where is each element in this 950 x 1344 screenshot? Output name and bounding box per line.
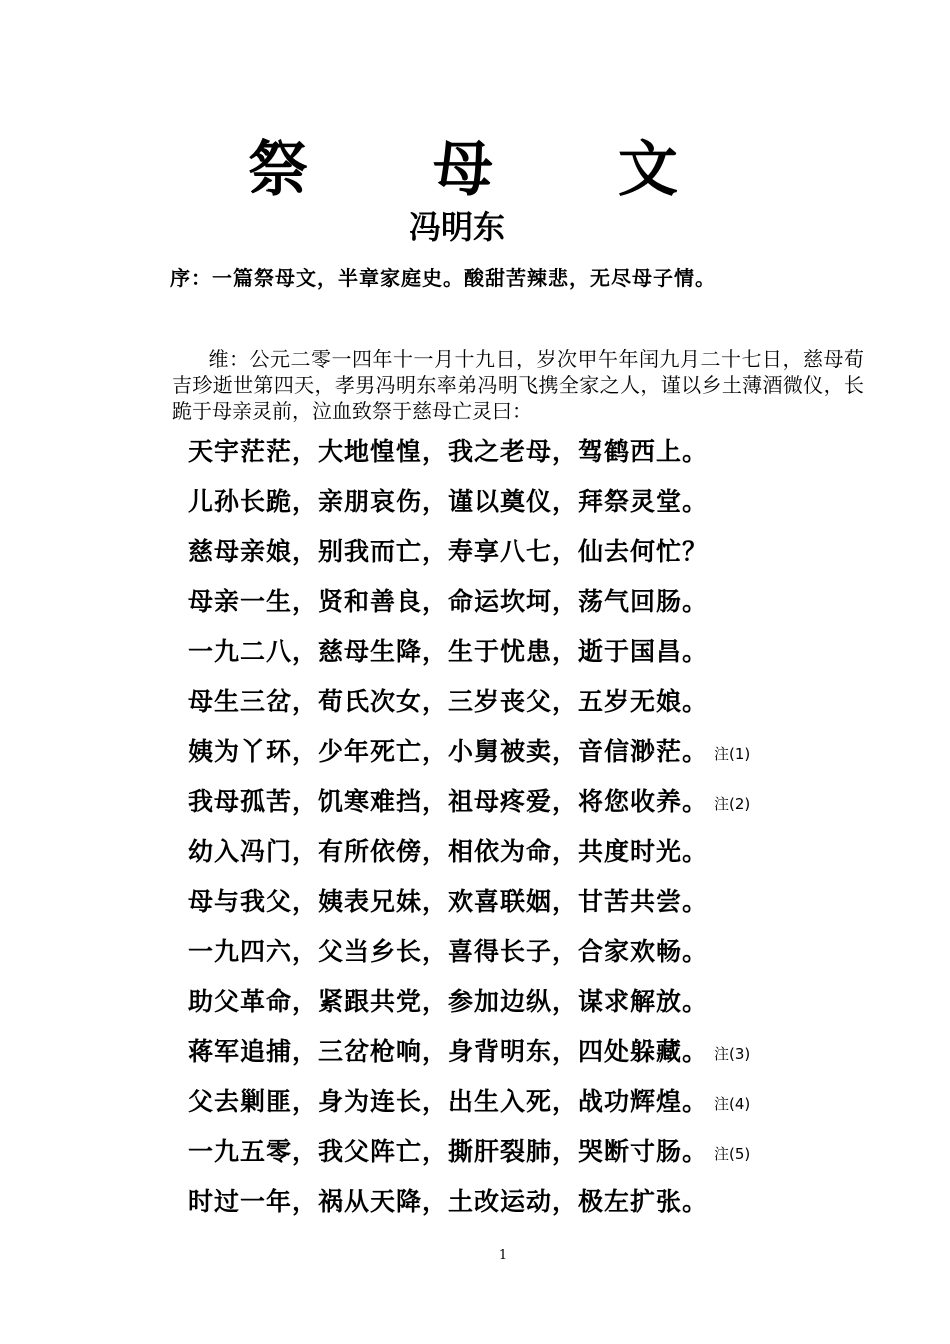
verse-line: [188, 632, 888, 682]
verse-text: 天宇茫茫，大地惶惶，我之老母，驾鹤西上。: [188, 437, 709, 466]
verse-line: [188, 1132, 888, 1182]
footnote-marker: 注(1): [714, 745, 751, 763]
verse-text: 助父革命，紧跟共党，参加边纵，谋求解放。: [188, 987, 709, 1016]
verse-text: 父去剿匪，身为连长，出生入死，战功辉煌。: [188, 1087, 709, 1116]
verse-line: [188, 482, 888, 532]
verse-text: 蒋军追捕，三岔枪响，身背明东，四处躲藏。: [188, 1037, 709, 1066]
verse-line: [188, 1182, 888, 1232]
verse-text: 一九四六，父当乡长，喜得长子，合家欢畅。: [188, 937, 709, 966]
page-number: 1: [498, 1248, 508, 1263]
verse-line: [188, 982, 888, 1032]
preface: 序：一篇祭母文，半章家庭史。酸甜苦辣悲，无尽母子情。: [170, 266, 716, 290]
verse-text: 母生三岔，荀氏次女，三岁丧父，五岁无娘。: [188, 687, 709, 716]
verse-text: 一九五零，我父阵亡，撕肝裂肺，哭断寸肠。: [188, 1137, 709, 1166]
verse-text: 幼入冯门，有所依傍，相依为命，共度时光。: [188, 837, 709, 866]
verse-line: [188, 682, 888, 732]
verse-text: 母与我父，姨表兄妹，欢喜联姻，甘苦共尝。: [188, 887, 709, 916]
verse-list: [188, 432, 888, 1232]
footnote-marker: 注(2): [714, 795, 751, 813]
verse-line: [188, 782, 888, 832]
footnote-marker: 注(3): [714, 1045, 751, 1063]
verse-text: 母亲一生，贤和善良，命运坎坷，荡气回肠。: [188, 587, 709, 616]
verse-text: 我母孤苦，饥寒难挡，祖母疼爱，将您收养。: [188, 787, 709, 816]
intro-text: 维：公元二零一四年十一月十九日，岁次甲午年闰九月二十七日，慈母荀吉珍逝世第四天，孝男冯明东率弟冯明飞携全家之人，谨以乡土薄酒微仪，长跪于母亲灵前，泣血致祭于慈母亡灵曰：: [172, 347, 864, 423]
verse-text: 一九二八，慈母生降，生于忧患，逝于国昌。: [188, 637, 709, 666]
verse-text: 儿孙长跪，亲朋哀伤，谨以奠仪，拜祭灵堂。: [188, 487, 709, 516]
verse-line: [188, 532, 888, 582]
footnote-marker: 注(4): [714, 1095, 751, 1113]
verse-line: [188, 882, 888, 932]
verse-line: [188, 1032, 888, 1082]
author-name: 冯明东: [408, 208, 505, 246]
verse-text: 时过一年，祸从天降，土改运动，极左扩张。: [188, 1187, 709, 1216]
verse-line: [188, 1082, 888, 1132]
verse-line: [188, 432, 888, 482]
verse-line: [188, 582, 888, 632]
intro-paragraph: [172, 346, 864, 424]
verse-line: [188, 732, 888, 782]
footnote-marker: 注(5): [714, 1145, 751, 1163]
verse-line: [188, 932, 888, 982]
verse-line: [188, 832, 888, 882]
verse-text: 姨为丫环，少年死亡，小舅被卖，音信渺茫。: [188, 737, 709, 766]
page-title: 祭 母 文: [248, 135, 730, 205]
verse-text: 慈母亲娘，别我而亡，寿享八七，仙去何忙？: [188, 537, 709, 566]
